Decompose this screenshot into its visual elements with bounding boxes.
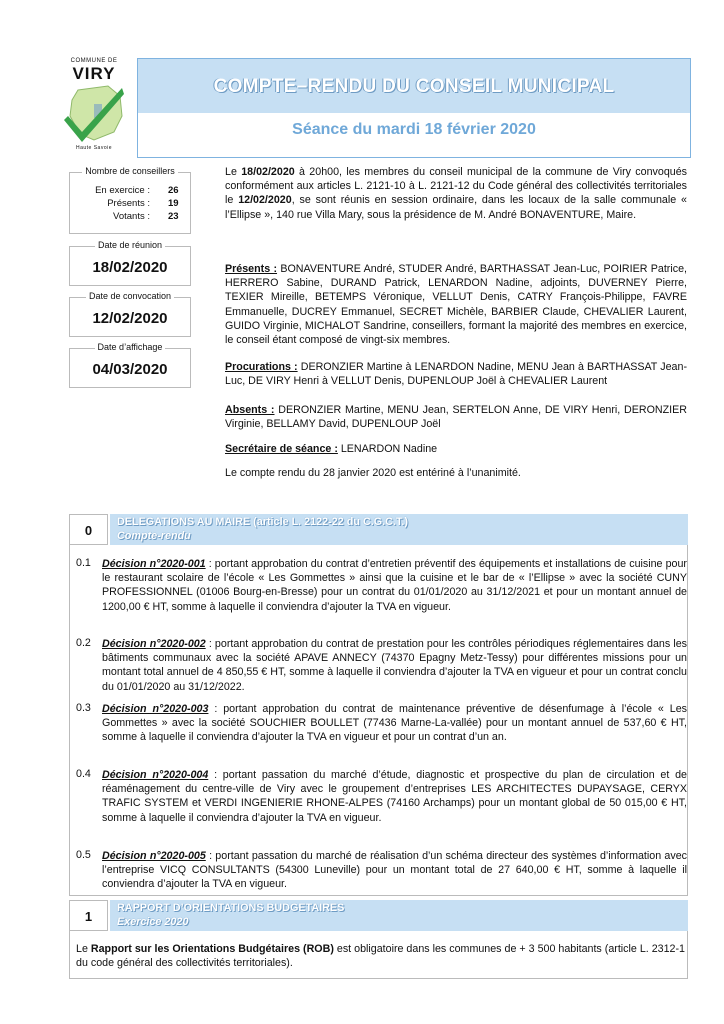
presents-paragraph bbox=[225, 262, 687, 347]
date-caption: Date de convocation bbox=[86, 291, 174, 301]
absents-list: DERONZIER Martine, MENU Jean, SERTELON Anne, DE VIRY Henri, DERONZIER Virginie, BELLAMY David, DUPENLOUP Joël bbox=[225, 404, 687, 431]
date-value: 18/02/2020 bbox=[92, 259, 168, 276]
date-value: 04/03/2020 bbox=[92, 361, 168, 378]
document-title: COMPTE–RENDU DU CONSEIL MUNICIPAL bbox=[213, 76, 615, 97]
count-value: 26 bbox=[168, 185, 179, 196]
commune-logo bbox=[58, 58, 130, 154]
date-caption: Date d’affichage bbox=[95, 342, 166, 352]
decision-number: 0.2 bbox=[76, 637, 91, 649]
decision-number: 0.4 bbox=[76, 768, 91, 780]
secretary-label: Secrétaire de séance : bbox=[225, 443, 338, 455]
count-label: Présents : bbox=[107, 198, 150, 209]
decision-item bbox=[102, 557, 687, 614]
section-number: 0 bbox=[69, 514, 108, 545]
count-label: Votants : bbox=[113, 211, 150, 222]
councillor-count-box bbox=[69, 166, 191, 234]
decision-text: : portant approbation du contrat de maintenance préventive de désenfumage à l’école « Les Gommettes » avec la société SOUCHIER BOULLET (77436 Marne-La-vallée) pour un montant annuel de 537,60 € HT, somme à laquelle il conviendra d’ajouter la TVA en vigueur et pour un contrat d’un an. bbox=[102, 703, 688, 744]
count-label: En exercice : bbox=[95, 185, 150, 196]
presents-label: Présents : bbox=[225, 263, 278, 275]
decision-number: 0.1 bbox=[76, 557, 91, 569]
section-title: DELEGATIONS AU MAIRE (article L. 2122-22 du C.G.C.T.) bbox=[117, 516, 408, 528]
section-title: RAPPORT D’ORIENTATIONS BUDGETAIRES bbox=[117, 902, 345, 914]
secretary-paragraph bbox=[225, 442, 687, 456]
decision-ref: Décision n°2020-002 bbox=[102, 638, 206, 650]
decision-ref: Décision n°2020-003 bbox=[102, 703, 209, 715]
logo-name: VIRY bbox=[72, 64, 116, 83]
presents-list: BONAVENTURE André, STUDER André, BARTHASSAT Jean-Luc, POIRIER Patrice, HERRERO Sabine, DURAND Patrick, LENARDON Nadine, adjoints, DUVERNEY Pierre, TEXIER Mireille, BETEMPS Véronique, VELLUT Denis, CATRY François-Philippe, FAVRE Emmanuelle, DUCREY Emmanuel, SECRET Michèle, BARBIER Claude, CHEVALIER Laurent, GUIDO Virginie, MICHALOT Sandrine, conseillers, formant la majorité des membres en exercice, le conseil étant composé de vingt-six membres. bbox=[225, 263, 688, 347]
convocation-date: 12/02/2020 bbox=[238, 194, 292, 207]
section-number: 1 bbox=[69, 900, 108, 931]
rob-text: Le bbox=[76, 943, 91, 955]
decision-text: : portant approbation du contrat de prestation pour les contrôles périodiques réglementaires dans les bâtiments communaux avec la société APAVE ANNECY (74370 Epagny Metz-Tessy) pour différentes missions pour un montant total annuel de 4 850,55 € HT, somme à laquelle il conviendra d’ajouter la TVA en vigueur et pour un contrat conclu du 01/01/2020 au 31/12/2022. bbox=[102, 638, 688, 693]
logo-region: Haute Savoie bbox=[75, 145, 113, 151]
count-value: 23 bbox=[168, 211, 179, 222]
decision-item bbox=[102, 637, 687, 694]
decision-ref: Décision n°2020-005 bbox=[102, 850, 206, 862]
rob-paragraph bbox=[76, 942, 685, 970]
decision-text: : portant passation du marché de réalisation d’un schéma directeur des systèmes d’information avec l’entreprise VICQ CONSULTANTS (54300 Luneville) pour un montant total de 27 640,00 € HT, somme à laquelle il conviendra d’ajouter la TVA en vigueur. bbox=[102, 850, 688, 891]
decision-item bbox=[102, 702, 687, 745]
procurations-list: DERONZIER Martine à LENARDON Nadine, MENU Jean à BARTHASSAT Jean-Luc, DE VIRY Henri à VELLUT Denis, DUPENLOUP Joël à CHEVALIER Laurent bbox=[225, 361, 688, 388]
meeting-date: 18/02/2020 bbox=[241, 166, 295, 178]
date-caption: Date de réunion bbox=[95, 240, 165, 250]
logo-commune-text: COMMUNE DE bbox=[70, 58, 118, 64]
absents-label: Absents : bbox=[225, 404, 275, 416]
absents-paragraph bbox=[225, 403, 687, 431]
section-subtitle: Exercice 2020 bbox=[117, 916, 189, 928]
date-value: 12/02/2020 bbox=[92, 310, 168, 327]
secretary-name: LENARDON Nadine bbox=[337, 443, 438, 455]
section-header bbox=[69, 900, 688, 931]
decision-text: : portant approbation du contrat d’entretien préventif des équipements et installations de cuisine pour le restaurant scolaire de l’école « Les Gommettes » ainsi que la cuisine et le bar de « l’Ellipse » avec la société CUNY PROFESSIONNEL (01006 Bourg-en-Bresse) pour un contrat du 01/01/2020 au 31/12/2021 et pour un montant annuel de 1200,00 € HT, somme à laquelle il conviendra d’ajouter la TVA en vigueur. bbox=[102, 558, 687, 613]
rob-text: est obligatoire dans les communes de + 3 500 habitants (article L. 2312-1 du code général des collectivités territoriales). bbox=[76, 943, 685, 970]
decision-item bbox=[102, 849, 687, 892]
approval-paragraph: Le compte rendu du 28 janvier 2020 est entériné à l’unanimité. bbox=[225, 467, 521, 479]
intro-text: , se sont réunis en session ordinaire, dans les locaux de la salle communale « l’Ellipse », 140 rue Villa Mary, sous la présidence de M. André BONAVENTURE, Maire. bbox=[225, 194, 687, 221]
meeting-date-box bbox=[69, 240, 191, 286]
decision-number: 0.3 bbox=[76, 702, 91, 714]
procurations-label: Procurations : bbox=[225, 361, 298, 373]
intro-text: à 20h00, les membres du conseil municipal de la commune de Viry convoqués conformément aux articles L. 2121-10 à L. 2121-12 du Code général des collectivités territoriales le bbox=[225, 166, 687, 207]
decision-ref: Décision n°2020-001 bbox=[102, 558, 206, 570]
convocation-date-box bbox=[69, 291, 191, 337]
intro-paragraph bbox=[225, 165, 687, 222]
section-header bbox=[69, 514, 688, 545]
posting-date-box bbox=[69, 342, 191, 388]
count-value: 19 bbox=[168, 198, 179, 209]
map-checkmark-icon bbox=[64, 82, 126, 144]
count-caption: Nombre de conseillers bbox=[82, 166, 178, 176]
decision-number: 0.5 bbox=[76, 849, 91, 861]
section-subtitle: Compte-rendu bbox=[117, 530, 191, 542]
decision-item bbox=[102, 768, 687, 825]
intro-text: Le bbox=[225, 166, 242, 178]
decision-text: : portant passation du marché d’étude, diagnostic et prospective du plan de circulation et de réaménagement du centre-ville de Viry avec le groupement d’entreprises LES ARCHITECTES DUPAYSAGE, CERYX TRAFIC SYSTEM et VERDI INGENIERIE RHONE-ALPES (74160 Archamps) pour un montant global de 50 015,00 € HT, somme à laquelle il conviendra d’ajouter la TVA en vigueur. bbox=[102, 769, 688, 824]
session-subtitle: Séance du mardi 18 février 2020 bbox=[292, 121, 536, 138]
rob-term: Rapport sur les Orientations Budgétaires (ROB) bbox=[90, 943, 334, 955]
decision-ref: Décision n°2020-004 bbox=[102, 769, 209, 781]
procurations-paragraph bbox=[225, 360, 687, 388]
document-header bbox=[137, 58, 691, 158]
